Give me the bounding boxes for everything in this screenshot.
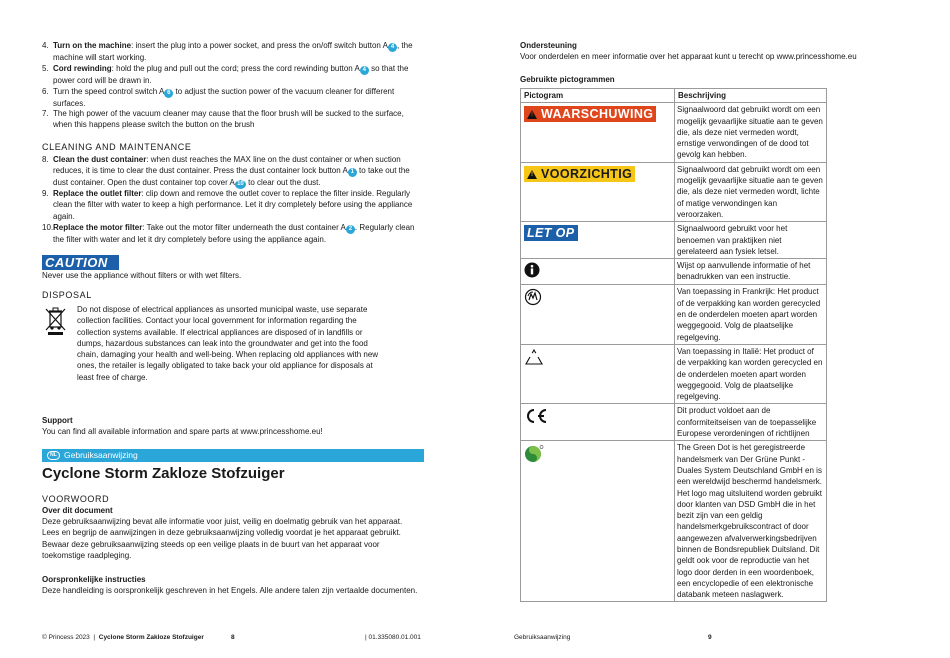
- table-cell: Wijst op aanvullende informatie of het benadrukken van een instructie.: [675, 259, 827, 285]
- orig-text: Deze handleiding is oorspronkelijk geschreven in het Engels. Alle andere talen zijn vertaalde documenten.: [42, 586, 418, 595]
- picto-heading: Gebruikte pictogrammen: [520, 75, 615, 84]
- step-5: 5. Cord rewinding: hold the plug and pull out the cord; press the cord rewinding button A 4 so that the power cord will be drawn in.: [42, 64, 409, 85]
- part-badge: 6: [164, 89, 173, 98]
- part-badge: 2: [346, 225, 355, 234]
- note-signal-word: LET OP: [524, 225, 578, 241]
- green-dot-icon: [524, 444, 544, 464]
- part-badge: 4: [388, 43, 397, 52]
- disposal-text: Do not dispose of electrical appliances as unsorted municipal waste, use separate collection facilities. Contact your local government for information regarding the collection systems available. If electrical appliances are disposed of in landfills or dumps, hazardous substances can leak into the groundwater and get into the food chain, damaging your health and well-being. When replacing old appliances with new ones, the retailer is legally obligated to take back your old appliance for disposals at least free of charge.: [77, 305, 379, 382]
- ondersteuning-text: Voor onderdelen en meer informatie over het apparaat kunt u terecht op www.princesshome.eu: [520, 52, 857, 61]
- right-page: [514, 0, 857, 658]
- over-text: Deze gebruiksaanwijzing bevat alle informatie voor juist, veilig en doelmatig gebruik van het apparaat. Lees en begrijp de aanwijzingen in deze gebruiksaanwijzing volledig voordat je het apparaat gebruikt. Bewaar deze gebruiksaanwijzing steeds op een veilige plaats in de buurt van het apparaat voor toekomstige raadpleging.: [42, 517, 403, 560]
- table-header: Pictogram: [521, 89, 675, 103]
- left-page: [42, 0, 424, 658]
- table-cell: Signaalwoord gebruikt voor het benoemen van praktijken niet gerelateerd aan fysiek letsel.: [675, 222, 827, 259]
- support-text: You can find all available information and spare parts at www.princesshome.eu!: [42, 427, 323, 436]
- info-icon: [524, 262, 540, 278]
- warning-triangle-icon: !: [527, 110, 537, 119]
- table-row: [521, 441, 827, 602]
- table-header: Beschrijving: [675, 89, 827, 103]
- table-cell: Van toepassing in Frankrijk: Het product of de verpakking kan worden gerecycled en de onderdelen moeten apart worden weggegooid. Volg de plaatselijke regelgeving.: [675, 285, 827, 344]
- ce-mark-icon: [524, 407, 548, 425]
- table-cell: Signaalwoord dat gebruikt wordt om een mogelijk gevaarlijke situatie aan te geven die, als deze niet vermeden wordt, ernstige verwondingen of de dood tot gevolg kan hebben.: [675, 103, 827, 162]
- table-header-row: [521, 89, 827, 103]
- warning-triangle-icon: !: [527, 170, 537, 179]
- over-heading: Over dit document: [42, 506, 113, 515]
- page-number-right: 9: [708, 634, 712, 641]
- ondersteuning-heading: Ondersteuning: [520, 41, 577, 50]
- caution-signal-word: ! VOORZICHTIG: [524, 166, 635, 182]
- document-title: Cyclone Storm Zakloze Stofzuiger: [42, 465, 285, 482]
- table-row: [521, 285, 827, 344]
- table-row: [521, 222, 827, 259]
- language-badge: NL: [47, 451, 60, 460]
- table-cell: Signaalwoord dat gebruikt wordt om een mogelijk gevaarlijke situatie aan te geven die, als deze niet vermeden wordt, lichte of matige verwondingen kan veroorzaken.: [675, 162, 827, 221]
- table-row: [521, 344, 827, 403]
- voorwoord-heading: VOORWOORD: [42, 494, 110, 504]
- table-cell: The Green Dot is het geregistreerde handelsmerk van Der Grüne Punkt - Duales System Deutschland GmbH en is een wereldwijd beschermd handelsmerk. Het logo mag uitsluitend worden gebruikt door klanten van DSD GmbH die in het bezit zijn van een geldig handelsmerkgebruikscontract of door aangewezen afvalverwerkingsbedrijven binnen de Bondsrepubliek Duitsland. Dit geldt ook voor de reproductie van het logo door derden in een woordenboek, een encyclopedie of een elektronische databank meteen naslagwerk.: [675, 441, 827, 602]
- disposal-heading: DISPOSAL: [42, 290, 92, 300]
- table-row: [521, 103, 827, 162]
- step-6: 6. Turn the speed control switch A 6 to adjust the suction power of the vacuum cleaner for different surfaces.: [42, 87, 395, 108]
- table-row: [521, 162, 827, 221]
- part-badge: 4: [360, 66, 369, 75]
- language-bar-label: Gebruiksaanwijzing: [64, 450, 138, 460]
- recycle-icon: [524, 348, 544, 366]
- caution-label: CAUTION: [42, 255, 119, 270]
- table-row: [521, 259, 827, 285]
- language-bar: [42, 449, 424, 462]
- table-cell: Dit product voldoet aan de conformiteitseisen van de toepasselijke Europese verordeningen of richtlijnen: [675, 404, 827, 441]
- step-9: 9. Replace the outlet filter: clip down and remove the outlet cover to replace the filter inside. Regularly clean the filter with water to keep a high performance. Let it dry completely before using the appliance again.: [42, 189, 413, 221]
- table-row: [521, 404, 827, 441]
- cleaning-heading: CLEANING AND MAINTENANCE: [42, 142, 192, 152]
- step-7: 7. The high power of the vacuum cleaner may cause that the floor brush will be sucked to the surface, when this happens please switch the button on the brush: [42, 109, 404, 130]
- step-4: 4. Turn on the machine: insert the plug into a power socket, and press the on/off switch button A 4 , the machine will start working.: [42, 41, 413, 62]
- part-badge: 1: [348, 168, 357, 177]
- weee-bin-icon: [44, 306, 68, 336]
- footer-code: | 01.335080.01.001: [365, 634, 421, 641]
- warning-signal-word: ! WAARSCHUWING: [524, 106, 656, 122]
- triman-icon: [524, 288, 542, 306]
- footer-left: © Princess 2023 | Cyclone Storm Zakloze Stofzuiger: [42, 634, 204, 641]
- step-8: 8. Clean the dust container: when dust reaches the MAX line on the dust container or when suction reduces, it is time to clear the dust container. Press the dust container lock button A 1 to take out the dust container. Open the dust container top cover A 10 to clear out the dust.: [42, 155, 410, 188]
- pictogram-table: [520, 88, 827, 602]
- orig-heading: Oorspronkelijke instructies: [42, 575, 146, 584]
- table-cell: Van toepassing in Italië: Het product of de verpakking kan worden gerecycled en de onderdelen moeten apart worden weggegooid. Volg de plaatselijke regelgeving.: [675, 344, 827, 403]
- footer-label: Gebruiksaanwijzing: [514, 634, 571, 641]
- page-number-left: 8: [231, 634, 235, 641]
- caution-text: Never use the appliance without filters or with wet filters.: [42, 271, 242, 280]
- support-heading: Support: [42, 416, 73, 425]
- part-badge: 10: [235, 180, 246, 189]
- step-10: 10. Replace the motor filter: Take out the motor filter underneath the dust container A 2 . Regularly clean the filter with water and let it dry completely before using the appliance again.: [42, 223, 415, 244]
